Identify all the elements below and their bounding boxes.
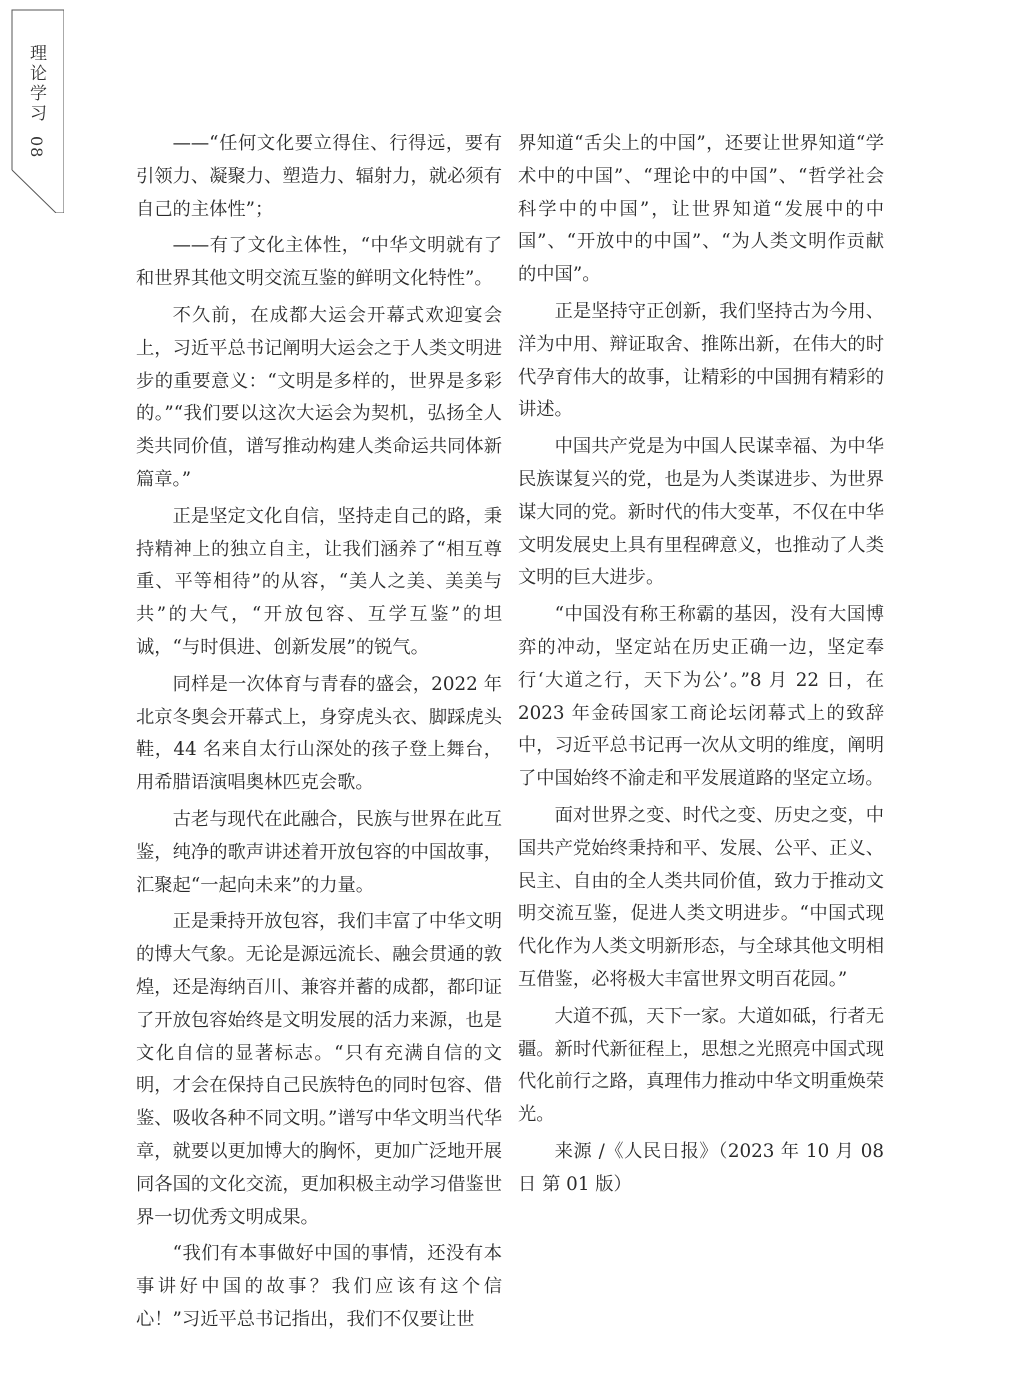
paragraph: ——“任何文化要立得住、行得远，要有引领力、凝聚力、塑造力、辐射力，就必须有自己的主体性”； bbox=[136, 133, 502, 220]
paragraph: 不久前，在成都大运会开幕式欢迎宴会上，习近平总书记阐明大运会之于人类文明进步的重要意义：“文明是多样的，世界是多彩的。”“我们要以这次大运会为契机，弘扬全人类共同价值，谱写推动构建人类命运共同体新篇章。” bbox=[136, 304, 502, 490]
right-column bbox=[518, 128, 884, 1206]
paragraph: 面对世界之变、时代之变、历史之变，中国共产党始终秉持和平、发展、公平、正义、民主、自由的全人类共同价值，致力于推动文明交流互鉴，促进人类文明进步。“中国式现代化作为人类文明新形态，与全球其他文明相互借鉴，必将极大丰富世界文明百花园。” bbox=[518, 804, 884, 990]
section-label bbox=[24, 44, 49, 158]
left-column bbox=[136, 128, 502, 1341]
paragraph: 同样是一次体育与青春的盛会，2022 年北京冬奥会开幕式上，身穿虎头衣、脚踩虎头鞋，44 名来自太行山深处的孩子登上舞台，用希腊语演唱奥林匹克会歌。 bbox=[136, 673, 502, 794]
paragraph: 中国共产党是为中国人民谋幸福、为中华民族谋复兴的党，也是为人类谋进步、为世界谋大同的党。新时代的伟大变革，不仅在中华文明发展史上具有里程碑意义，也推动了人类文明的巨大进步。 bbox=[518, 436, 884, 589]
source-citation: 来源 /《人民日报》（2023 年 10 月 08 日 第 01 版） bbox=[518, 1140, 884, 1195]
paragraph: 正是秉持开放包容，我们丰富了中华文明的博大气象。无论是源远流长、融会贯通的敦煌，还是海纳百川、兼容并蓄的成都，都印证了开放包容始终是文明发展的活力来源，也是文化自信的显著标志。“只有充满自信的文明，才会在保持自己民族特色的同时包容、借鉴、吸收各种不同文明。”谱写中华文明当代华章，就要以更加博大的胸怀，更加广泛地开展同各国的文化交流，更加积极主动学习借鉴世界一切优秀文明成果。 bbox=[136, 911, 502, 1228]
paragraph-continued: 界知道“舌尖上的中国”，还要让世界知道“学术中的中国”、“理论中的中国”、“哲学社会科学中的中国”，让世界知道“发展中的中国”、“开放中的中国”、“为人类文明作贡献的中国”。 bbox=[518, 133, 884, 286]
paragraph: “中国没有称王称霸的基因，没有大国博弈的冲动，坚定站在历史正确一边，坚定奉行‘大道之行，天下为公’。”8 月 22 日，在 2023 年金砖国家工商论坛闭幕式上的致辞中，习近平总书记再一次从文明的维度，阐明了中国始终不渝走和平发展道路的坚定立场。 bbox=[518, 604, 884, 790]
page-number: 08 bbox=[27, 136, 46, 159]
paragraph: 古老与现代在此融合，民族与世界在此互鉴，纯净的歌声讲述着开放包容的中国故事，汇聚起“一起向未来”的力量。 bbox=[136, 808, 502, 896]
paragraph: ——有了文化主体性，“中华文明就有了和世界其他文明交流互鉴的鲜明文化特性”。 bbox=[136, 235, 502, 290]
paragraph: 大道不孤，天下一家。大道如砥，行者无疆。新时代新征程上，思想之光照亮中国式现代化前行之路，真理伟力推动中华文明重焕荣光。 bbox=[518, 1005, 884, 1126]
paragraph: “我们有本事做好中国的事情，还没有本事讲好中国的故事？我们应该有这个信心！”习近平总书记指出，我们不仅要让世 bbox=[136, 1243, 502, 1330]
paragraph: 正是坚持守正创新，我们坚持古为今用、洋为中用、辩证取舍、推陈出新，在伟大的时代孕育伟大的故事，让精彩的中国拥有精彩的讲述。 bbox=[518, 300, 884, 421]
section-title: 理论学习 bbox=[26, 44, 46, 124]
paragraph: 正是坚定文化自信，坚持走自己的路，秉持精神上的独立自主，让我们涵养了“相互尊重、平等相待”的从容，“美人之美、美美与共”的大气，“开放包容、互学互鉴”的坦诚，“与时俱进、创新发展”的锐气。 bbox=[136, 505, 502, 658]
